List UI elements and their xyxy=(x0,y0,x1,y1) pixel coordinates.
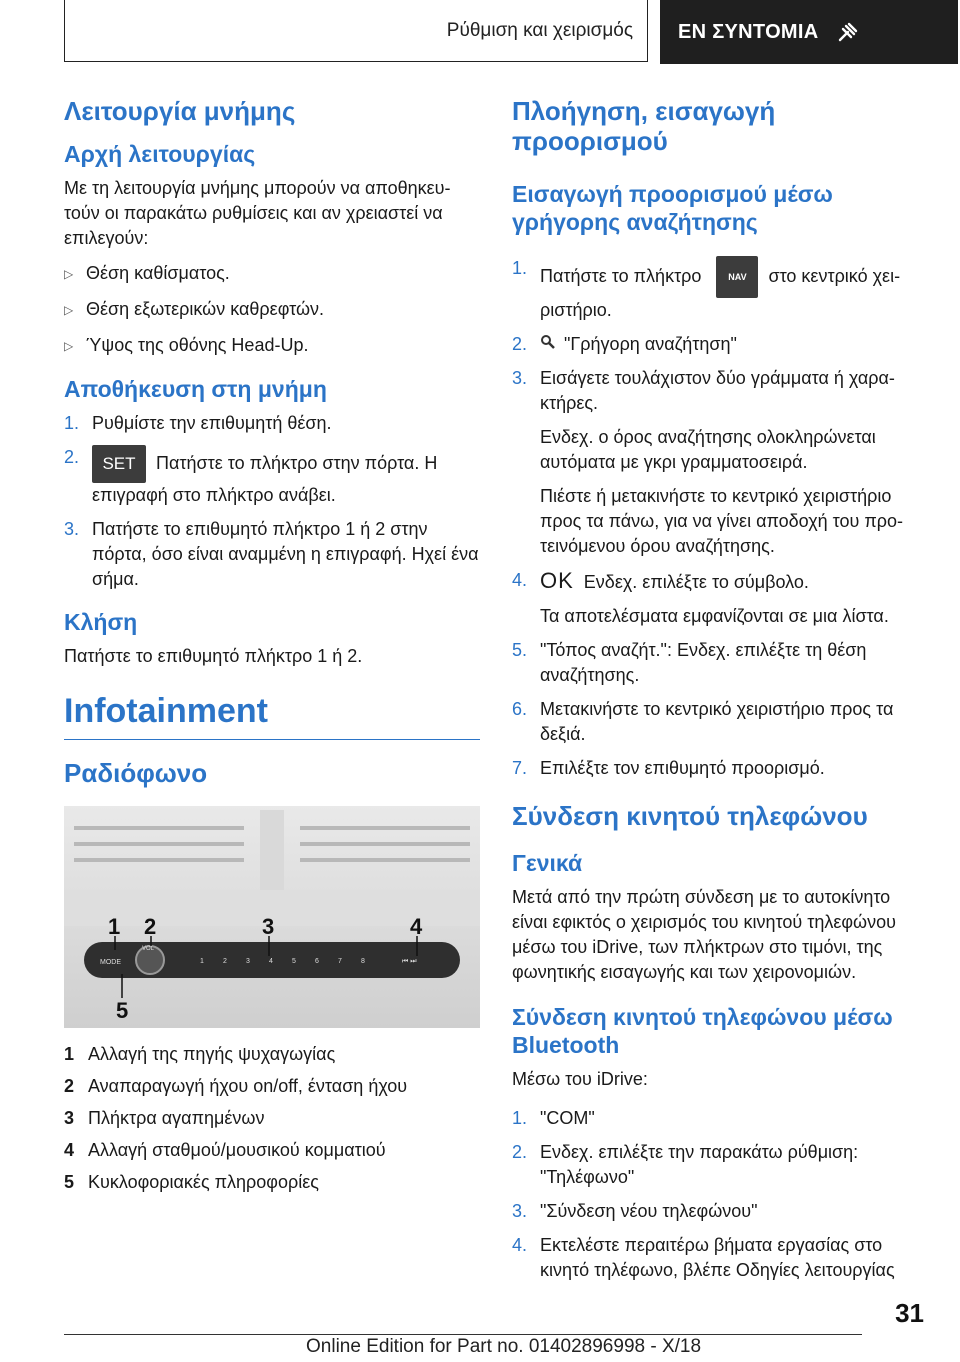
list-item: 3. Εισάγετε τουλάχιστον δύο γράμματα ή χαρα-κτήρες. xyxy=(512,368,895,413)
general-text: Μετά από την πρώτη σύνδεση με το αυτοκίνητο είναι εφικτός ο χειρισμός του κινητού τηλεφώνου μέσω του iDrive, των πλήκτρων στο τιμόνι, της φωνητικής εισαγωγής και των χειρονομιών. xyxy=(512,887,896,982)
svg-text:2: 2 xyxy=(223,958,227,965)
list-item: 5. "Τόπος αναζήτ.": Ενδεχ. επιλέξτε τη θέση αναζήτησης. xyxy=(512,640,867,685)
list-item: ▷ Θέση καθίσματος. xyxy=(64,261,480,287)
callout-4: 4 xyxy=(410,914,423,939)
callout-3: 3 xyxy=(262,914,275,939)
callout-5: 5 xyxy=(116,998,129,1023)
heading-principle: Αρχή λειτουργίας xyxy=(64,141,256,167)
heading-general: Γενικά xyxy=(512,850,583,876)
svg-text:1: 1 xyxy=(200,958,204,965)
callout-1: 1 xyxy=(108,914,121,939)
right-column xyxy=(512,96,924,1292)
footer-edition: Online Edition for Part no. 01402896998 - X/18 xyxy=(306,1336,702,1357)
lightning-icon xyxy=(837,21,859,43)
principle-text: Με τη λειτουργία μνήμης μπορούν να αποθηκευ-τούν οι παρακάτω ρυθμίσεις και αν χρειαστεί να επιλεγούν: xyxy=(64,178,451,248)
heading-radio: Ραδιόφωνο xyxy=(64,758,208,788)
svg-text:6: 6 xyxy=(315,958,319,965)
list-item: 2. "Γρήγορη αναζήτηση" xyxy=(512,332,924,357)
heading-bluetooth: Σύνδεση κινητού τηλεφώνου μέσω Bluetooth xyxy=(512,1004,893,1058)
list-item: 3. "Σύνδεση νέου τηλεφώνου" xyxy=(512,1201,758,1221)
list-item: 1. Ρυθμίστε την επιθυμητή θέση. xyxy=(64,413,332,433)
list-item: 6. Μετακινήστε το κεντρικό χειριστήριο προς τα δεξιά. xyxy=(512,699,894,744)
heading-navigation: Πλοήγηση, εισαγωγή προορισμού xyxy=(512,96,776,156)
left-column xyxy=(64,96,480,1202)
triangle-icon: ▷ xyxy=(64,303,74,317)
page-number: 31 xyxy=(895,1298,924,1328)
legend-item: 1 Αλλαγή της πηγής ψυχαγωγίας xyxy=(64,1044,336,1064)
legend-item: 4 Αλλαγή σταθμού/μουσικού κομματιού xyxy=(64,1140,386,1160)
list-item: 4. Εκτελέστε περαιτέρω βήματα εργασίας στο κινητό τηλέφωνο, βλέπε Οδηγίες λειτουργίας xyxy=(512,1235,895,1280)
list-item: 1. "COM" xyxy=(512,1108,595,1128)
list-item: ▷ Ύψος της οθόνης Head-Up. xyxy=(64,333,480,359)
set-key-icon: SET xyxy=(92,445,146,483)
fig-vol-label: VOL xyxy=(142,946,155,952)
recall-text: Πατήστε το επιθυμητό πλήκτρο 1 ή 2. xyxy=(64,646,363,666)
svg-text:7: 7 xyxy=(338,958,342,965)
heading-infotainment: Infotainment xyxy=(64,692,268,730)
footer-rule xyxy=(64,1334,862,1335)
section-title: Ρύθμιση και χειρισμός xyxy=(64,0,648,62)
heading-recall: Κλήση xyxy=(64,609,138,635)
svg-text:3: 3 xyxy=(246,958,250,965)
quick-guide-label: ΕΝ ΣΥΝΤΟΜΙΑ xyxy=(678,20,819,43)
svg-text:5: 5 xyxy=(292,958,296,965)
list-item: 1. Πατήστε το πλήκτρο NAV στο κεντρικό χει-ριστήριο. xyxy=(512,258,901,320)
list-item: 2. SET Πατήστε το πλήκτρο στην πόρτα. Η επιγραφή στο πλήκτρο ανάβει. xyxy=(64,447,438,505)
legend-item: 2 Αναπαραγωγή ήχου on/off, ένταση ήχου xyxy=(64,1076,408,1096)
legend-item: 3 Πλήκτρα αγαπημένων xyxy=(64,1108,265,1128)
triangle-icon: ▷ xyxy=(64,267,74,281)
triangle-icon: ▷ xyxy=(64,339,74,353)
heading-store: Αποθήκευση στη μνήμη xyxy=(64,376,327,402)
radio-panel-figure xyxy=(64,806,480,1028)
list-item: Πιέστε ή μετακινήστε το κεντρικό χειριστήριο προς τα πάνω, για να γίνει αποδοχή του προ-τεινόμενου όρου αναζήτησης. xyxy=(540,486,904,556)
ok-key-icon: OK xyxy=(540,568,574,593)
bluetooth-text: Μέσω του iDrive: xyxy=(512,1069,648,1089)
heading-quick-search: Εισαγωγή προορισμού μέσω γρήγορης αναζήτησης xyxy=(512,181,833,235)
heading-phone: Σύνδεση κινητού τηλεφώνου xyxy=(512,801,868,831)
svg-text:8: 8 xyxy=(361,958,365,965)
list-item: 2. Ενδεχ. επιλέξτε την παρακάτω ρύθμιση: "Τηλέφωνο" xyxy=(512,1142,859,1187)
svg-text:⏮ ⏭: ⏮ ⏭ xyxy=(402,958,417,965)
nav-key-icon: NAV xyxy=(716,256,758,298)
list-item: 3. Πατήστε το επιθυμητό πλήκτρο 1 ή 2 στην πόρτα, όσο είναι αναμμένη η επιγραφή. Ηχεί ένα σήμα. xyxy=(64,519,479,589)
list-item: ▷ Θέση εξωτερικών καθρεφτών. xyxy=(64,297,480,323)
fig-mode-label: MODE xyxy=(100,959,121,966)
list-item: Τα αποτελέσματα εμφανίζονται σε μια λίστα. xyxy=(540,606,889,626)
quick-guide-tab xyxy=(660,0,958,64)
callout-2: 2 xyxy=(144,914,157,939)
search-icon xyxy=(540,332,556,357)
list-item: Ενδεχ. ο όρος αναζήτησης ολοκληρώνεται αυτόματα με γκρι γραμματοσειρά. xyxy=(540,427,876,472)
legend-item: 5 Κυκλοφοριακές πληροφορίες xyxy=(64,1172,319,1192)
list-item: 7. Επιλέξτε τον επιθυμητό προορισμό. xyxy=(512,758,825,778)
page-header xyxy=(64,0,896,64)
heading-memory: Λειτουργία μνήμης xyxy=(64,96,296,126)
svg-text:4: 4 xyxy=(269,958,273,965)
list-item: 4. OK Ενδεχ. επιλέξτε το σύμβολο. xyxy=(512,568,809,593)
divider xyxy=(64,739,480,740)
radio-panel-image xyxy=(64,806,480,1028)
